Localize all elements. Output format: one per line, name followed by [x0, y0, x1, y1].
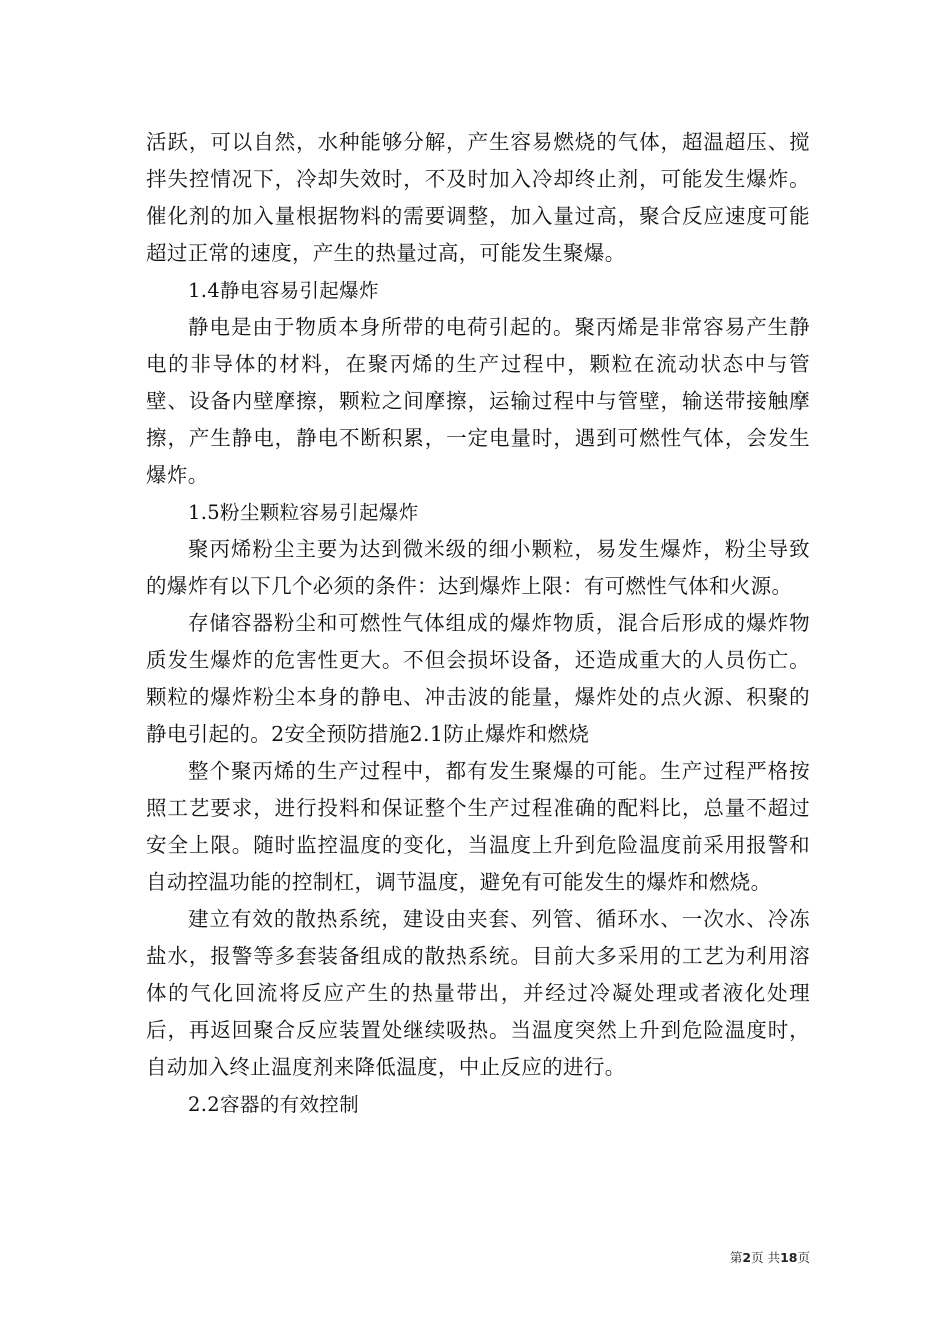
paragraph-static-electricity: 静电是由于物质本身所带的电荷引起的。聚丙烯是非常容易产生静电的非导体的材料，在聚丙烯的生产过程中，颗粒在流动状态中与管壁、设备内壁摩擦，颗粒之间摩擦，运输过程中与管壁，输送带接触摩擦，产生静电，静电不断积累，一定电量时，遇到可燃性气体，会发生爆炸。: [146, 315, 810, 487]
paragraph-production-process: 整个聚丙烯的生产过程中，都有发生聚爆的可能。生产过程严格按照工艺要求，进行投料和保证整个生产过程准确的配料比，总量不超过安全上限。随时监控温度的变化，当温度上升到危险温度前采用报警和自动控温功能的控制杠，调节温度，避免有可能发生的爆炸和燃烧。: [146, 759, 810, 894]
paragraph-cooling-system: 建立有效的散热系统，建设由夹套、列管、循环水、一次水、冷冻盐水，报警等多套装备组成的散热系统。目前大多采用的工艺为利用溶体的气化回流将反应产生的热量带出，并经过冷凝处理或者液化处理后，再返回聚合反应装置处继续吸热。当温度突然上升到危险温度时，自动加入终止温度剂来降低温度，中止反应的进行。: [146, 907, 810, 1079]
footer-middle: 页 共: [751, 1250, 781, 1265]
document-body: [146, 124, 810, 1123]
footer-suffix: 页: [797, 1250, 810, 1265]
footer-current-page: 2: [742, 1250, 752, 1265]
paragraph-dust-explosion: 聚丙烯粉尘主要为达到微米级的细小颗粒，易发生爆炸，粉尘导致的爆炸有以下几个必须的条件：达到爆炸上限：有可燃性气体和火源。: [146, 537, 810, 598]
section-heading-1-5: 1.5粉尘颗粒容易引起爆炸: [188, 501, 419, 524]
paragraph-continuation: 活跃，可以自然，水种能够分解，产生容易燃烧的气体，超温超压、搅拌失控情况下，冷却失效时，不及时加入冷却终止剂，可能发生爆炸。催化剂的加入量根据物料的需要调整，加入量过高，聚合反应速度可能超过正常的速度，产生的热量过高，可能发生聚爆。: [146, 130, 810, 265]
section-heading-1-4: 1.4静电容易引起爆炸: [188, 279, 379, 302]
section-heading-2-2: 2.2容器的有效控制: [188, 1093, 360, 1116]
paragraph-storage-container: 存储容器粉尘和可燃性气体组成的爆炸物质，混合后形成的爆炸物质发生爆炸的危害性更大。不但会损坏设备，还造成重大的人员伤亡。颗粒的爆炸粉尘本身的静电、冲击波的能量，爆炸处的点火源、积聚的静电引起的。2安全预防措施2.1防止爆炸和燃烧: [146, 611, 810, 746]
footer-total-pages: 18: [780, 1250, 798, 1265]
footer-prefix: 第: [729, 1250, 743, 1265]
page-number-footer: [700, 1248, 810, 1266]
